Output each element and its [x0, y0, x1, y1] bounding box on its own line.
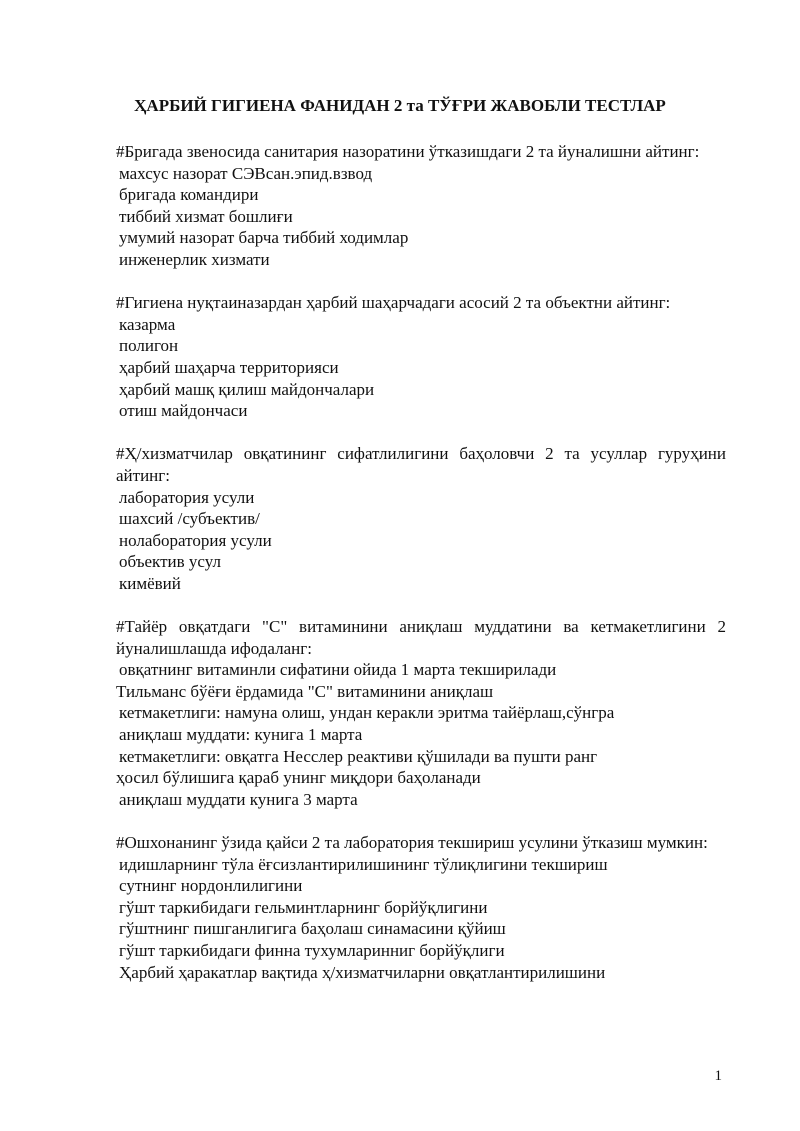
question-text: #Ошхонанинг ўзида қайси 2 та лаборатория текшириш усулини ўтказиш мумкин:: [116, 833, 708, 852]
answer-option: ҳарбий машқ қилиш майдончалари: [119, 379, 375, 399]
page-number: 1: [714, 1068, 722, 1084]
document-title: ҲАРБИЙ ГИГИЕНА ФАНИДАН 2 та ТЎҒРИ ЖАВОБЛИ ТЕСТЛАР: [134, 96, 666, 115]
answer-option: кетмакетлиги: овқатга Несслер реактиви қўшилади ва пушти ранг: [119, 746, 598, 766]
answer-option: аниқлаш муддати кунига 3 марта: [119, 789, 358, 809]
answer-option: гўшт таркибидаги финна тухумларинниг борйўқлиги: [119, 940, 505, 960]
question-text: #Тайёр овқатдаги "С" витаминини аниқлаш муддатини ва кетмакетлигини 2 йуналишлашда ифодаланг:: [116, 617, 726, 658]
answer-option: полигон: [119, 336, 179, 356]
answer-option: отиш майдончаси: [119, 401, 248, 421]
answer-option: ҳосил бўлишига қараб унинг миқдори баҳоланади: [116, 768, 481, 788]
answer-option: Тильманс бўёғи ёрдамида "С" витаминини аниқлаш: [116, 681, 494, 701]
answer-option: тиббий хизмат бошлиғи: [119, 206, 293, 226]
answer-option: ҳарбий шаҳарча территорияси: [119, 357, 339, 377]
answer-option: шахсий /субъектив/: [119, 509, 260, 529]
answer-option: кимёвий: [119, 573, 181, 593]
answer-option: махсус назорат СЭВсан.эпид.взвод: [119, 163, 373, 183]
answer-option: гўшт таркибидаги гельминтларнинг борйўқлигини: [119, 897, 488, 917]
answer-option: нолаборатория усули: [119, 530, 272, 550]
question-text: #Гигиена нуқтаиназардан ҳарбий шаҳарчадаги асосий 2 та объектни айтинг:: [116, 293, 671, 313]
answer-option: инженерлик хизмати: [119, 249, 270, 269]
question-text: #Бригада звеносида санитария назоратини ўтказишдаги 2 та йуналишни айтинг:: [116, 142, 700, 161]
test-content: [116, 141, 726, 983]
answer-option: гўштнинг пишганлигига баҳолаш синамасини қўйиш: [119, 919, 506, 939]
answer-option: бригада командири: [119, 185, 259, 205]
answer-option: овқатнинг витаминли сифатини ойида 1 марта текширилади: [119, 660, 557, 680]
question-text: #Ҳ/хизматчилар овқатининг сифатлилигини баҳоловчи 2 та усуллар гуруҳини айтинг:: [116, 444, 726, 485]
answer-option: лаборатория усули: [119, 487, 255, 507]
answer-option: идишларнинг тўла ёғсизлантирилишининг тўлиқлигини текшириш: [119, 854, 608, 874]
answer-option: умумий назорат барча тиббий ходимлар: [119, 228, 409, 248]
answer-option: сутнинг нордонлилигини: [119, 876, 303, 896]
answer-option: объектив усул: [119, 552, 221, 572]
answer-option: кетмакетлиги: намуна олиш, ундан керакли эритма тайёрлаш,сўнгра: [119, 703, 615, 723]
answer-option: Ҳарбий ҳаракатлар вақтида ҳ/хизматчиларни овқатлантирилишини: [119, 962, 606, 982]
answer-option: казарма: [119, 314, 176, 334]
answer-option: аниқлаш муддати: кунига 1 марта: [119, 725, 363, 745]
